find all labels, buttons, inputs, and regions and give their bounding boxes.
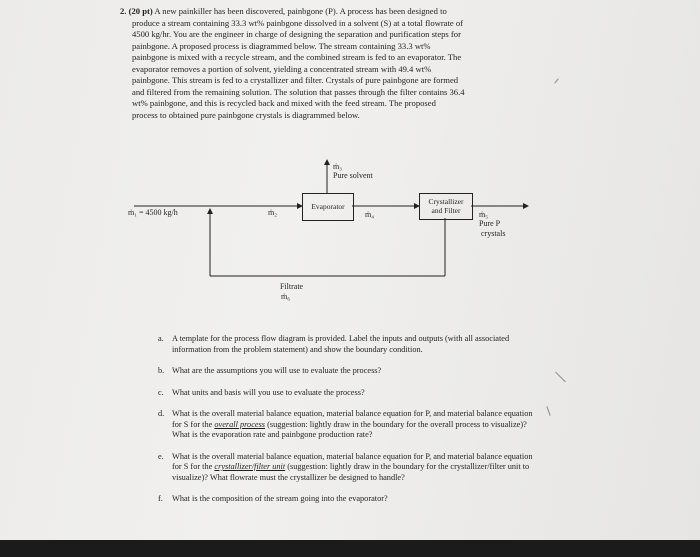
question-text-part: (suggestion: lightly draw in the boundary for the crystallizer/filter unit to visualize)? What flowrate must the crystallizer be designed to handle?: [172, 462, 530, 482]
pure-p-label: Pure P: [479, 219, 501, 228]
problem-line: produce a stream containing 33.3 wt% painbgone dissolved in a solvent (S) at a total flowrate of: [132, 17, 464, 28]
question-letter: a.: [158, 334, 164, 343]
question-list: [158, 334, 538, 516]
question-f: [158, 494, 538, 505]
question-text: What is the composition of the stream going into the evaporator?: [172, 494, 388, 503]
question-text-part: (suggestion: lightly draw in the boundary for the overall process to visualize)? What is the evaporation rate and painbgone production rate?: [172, 419, 527, 439]
question-a: [158, 334, 538, 355]
question-c: [158, 388, 538, 399]
question-d: [158, 409, 538, 441]
evaporator-label: Evaporator: [311, 202, 345, 211]
m6-label: ṁ₆: [281, 292, 291, 301]
dark-bottom-edge: [0, 540, 700, 557]
m3-label: ṁ₃: [333, 162, 343, 171]
problem-line: process to obtained pure painbgone crystals is diagrammed below.: [132, 109, 360, 120]
problem-line: painbgone. This stream is fed to a crystallizer and filter. Crystals of pure painbgone are formed: [132, 75, 459, 85]
question-text: A template for the process flow diagram is provided. Label the inputs and outputs (with all associated information from the problem statement) and show the boundary condition.: [172, 334, 510, 354]
question-text: What units and basis will you use to evaluate the process?: [172, 387, 365, 397]
question-letter: f.: [158, 494, 163, 503]
problem-points: (20 pt): [128, 6, 153, 16]
m1-label: ṁ₁ = 4500 kg/h: [128, 208, 178, 217]
question-e: [158, 452, 538, 484]
problem-line: painbgone is mixed with a recycle stream, and the combined stream is fed to an evaporator. The: [132, 52, 462, 62]
m5-label: ṁ₅: [479, 210, 489, 219]
problem-line: and filtered from the remaining solution. The solution that passes through the filter contains 36.4: [132, 86, 465, 97]
crystallizer-box: [419, 193, 473, 220]
question-letter: d.: [158, 409, 165, 418]
problem-line: painbgone. A proposed process is diagrammed below. The stream containing 33.3 wt%: [132, 40, 431, 51]
m4-label: ṁ₄: [365, 210, 375, 219]
problem-line: A new painkiller has been discovered, painbgone (P). A process has been designed to: [154, 6, 447, 16]
filter-label: and Filter: [431, 206, 461, 215]
crystals-label: crystals: [481, 229, 506, 238]
crystallizer-label: Crystallizer: [428, 197, 464, 206]
question-text-part: What is the overall material balance equation, material balance equation for P, and material balance equation for S for the: [172, 409, 533, 429]
question-text-part: What is the overall material balance equation, material balance equation for P, and material balance equation for S for the: [172, 451, 533, 471]
pure-solvent-label: Pure solvent: [333, 171, 373, 180]
problem-line: evaporator removes a portion of solvent, yielding a concentrated stream with 49.4 wt%: [132, 63, 432, 74]
question-text: [172, 409, 533, 439]
question-text: What are the assumptions you will use to evaluate the process?: [172, 366, 382, 375]
underlined-phrase: crystallizer/filter unit: [214, 462, 286, 471]
problem-number: 2.: [120, 6, 127, 16]
question-text: [172, 452, 533, 482]
problem-line: wt% painbgone, and this is recycled back and mixed with the feed stream. The proposed: [132, 98, 436, 108]
m2-label: ṁ₂: [268, 208, 278, 217]
question-b: [158, 366, 538, 377]
filtrate-label: Filtrate: [280, 282, 304, 291]
problem-line: 4500 kg/hr. You are the engineer in charge of designing the separation and purification steps for: [132, 29, 461, 39]
underlined-phrase: overall process: [214, 419, 266, 429]
evaporator-box: [302, 193, 354, 221]
question-letter: e.: [158, 451, 164, 461]
question-letter: b.: [158, 366, 165, 375]
question-letter: c.: [158, 387, 164, 397]
